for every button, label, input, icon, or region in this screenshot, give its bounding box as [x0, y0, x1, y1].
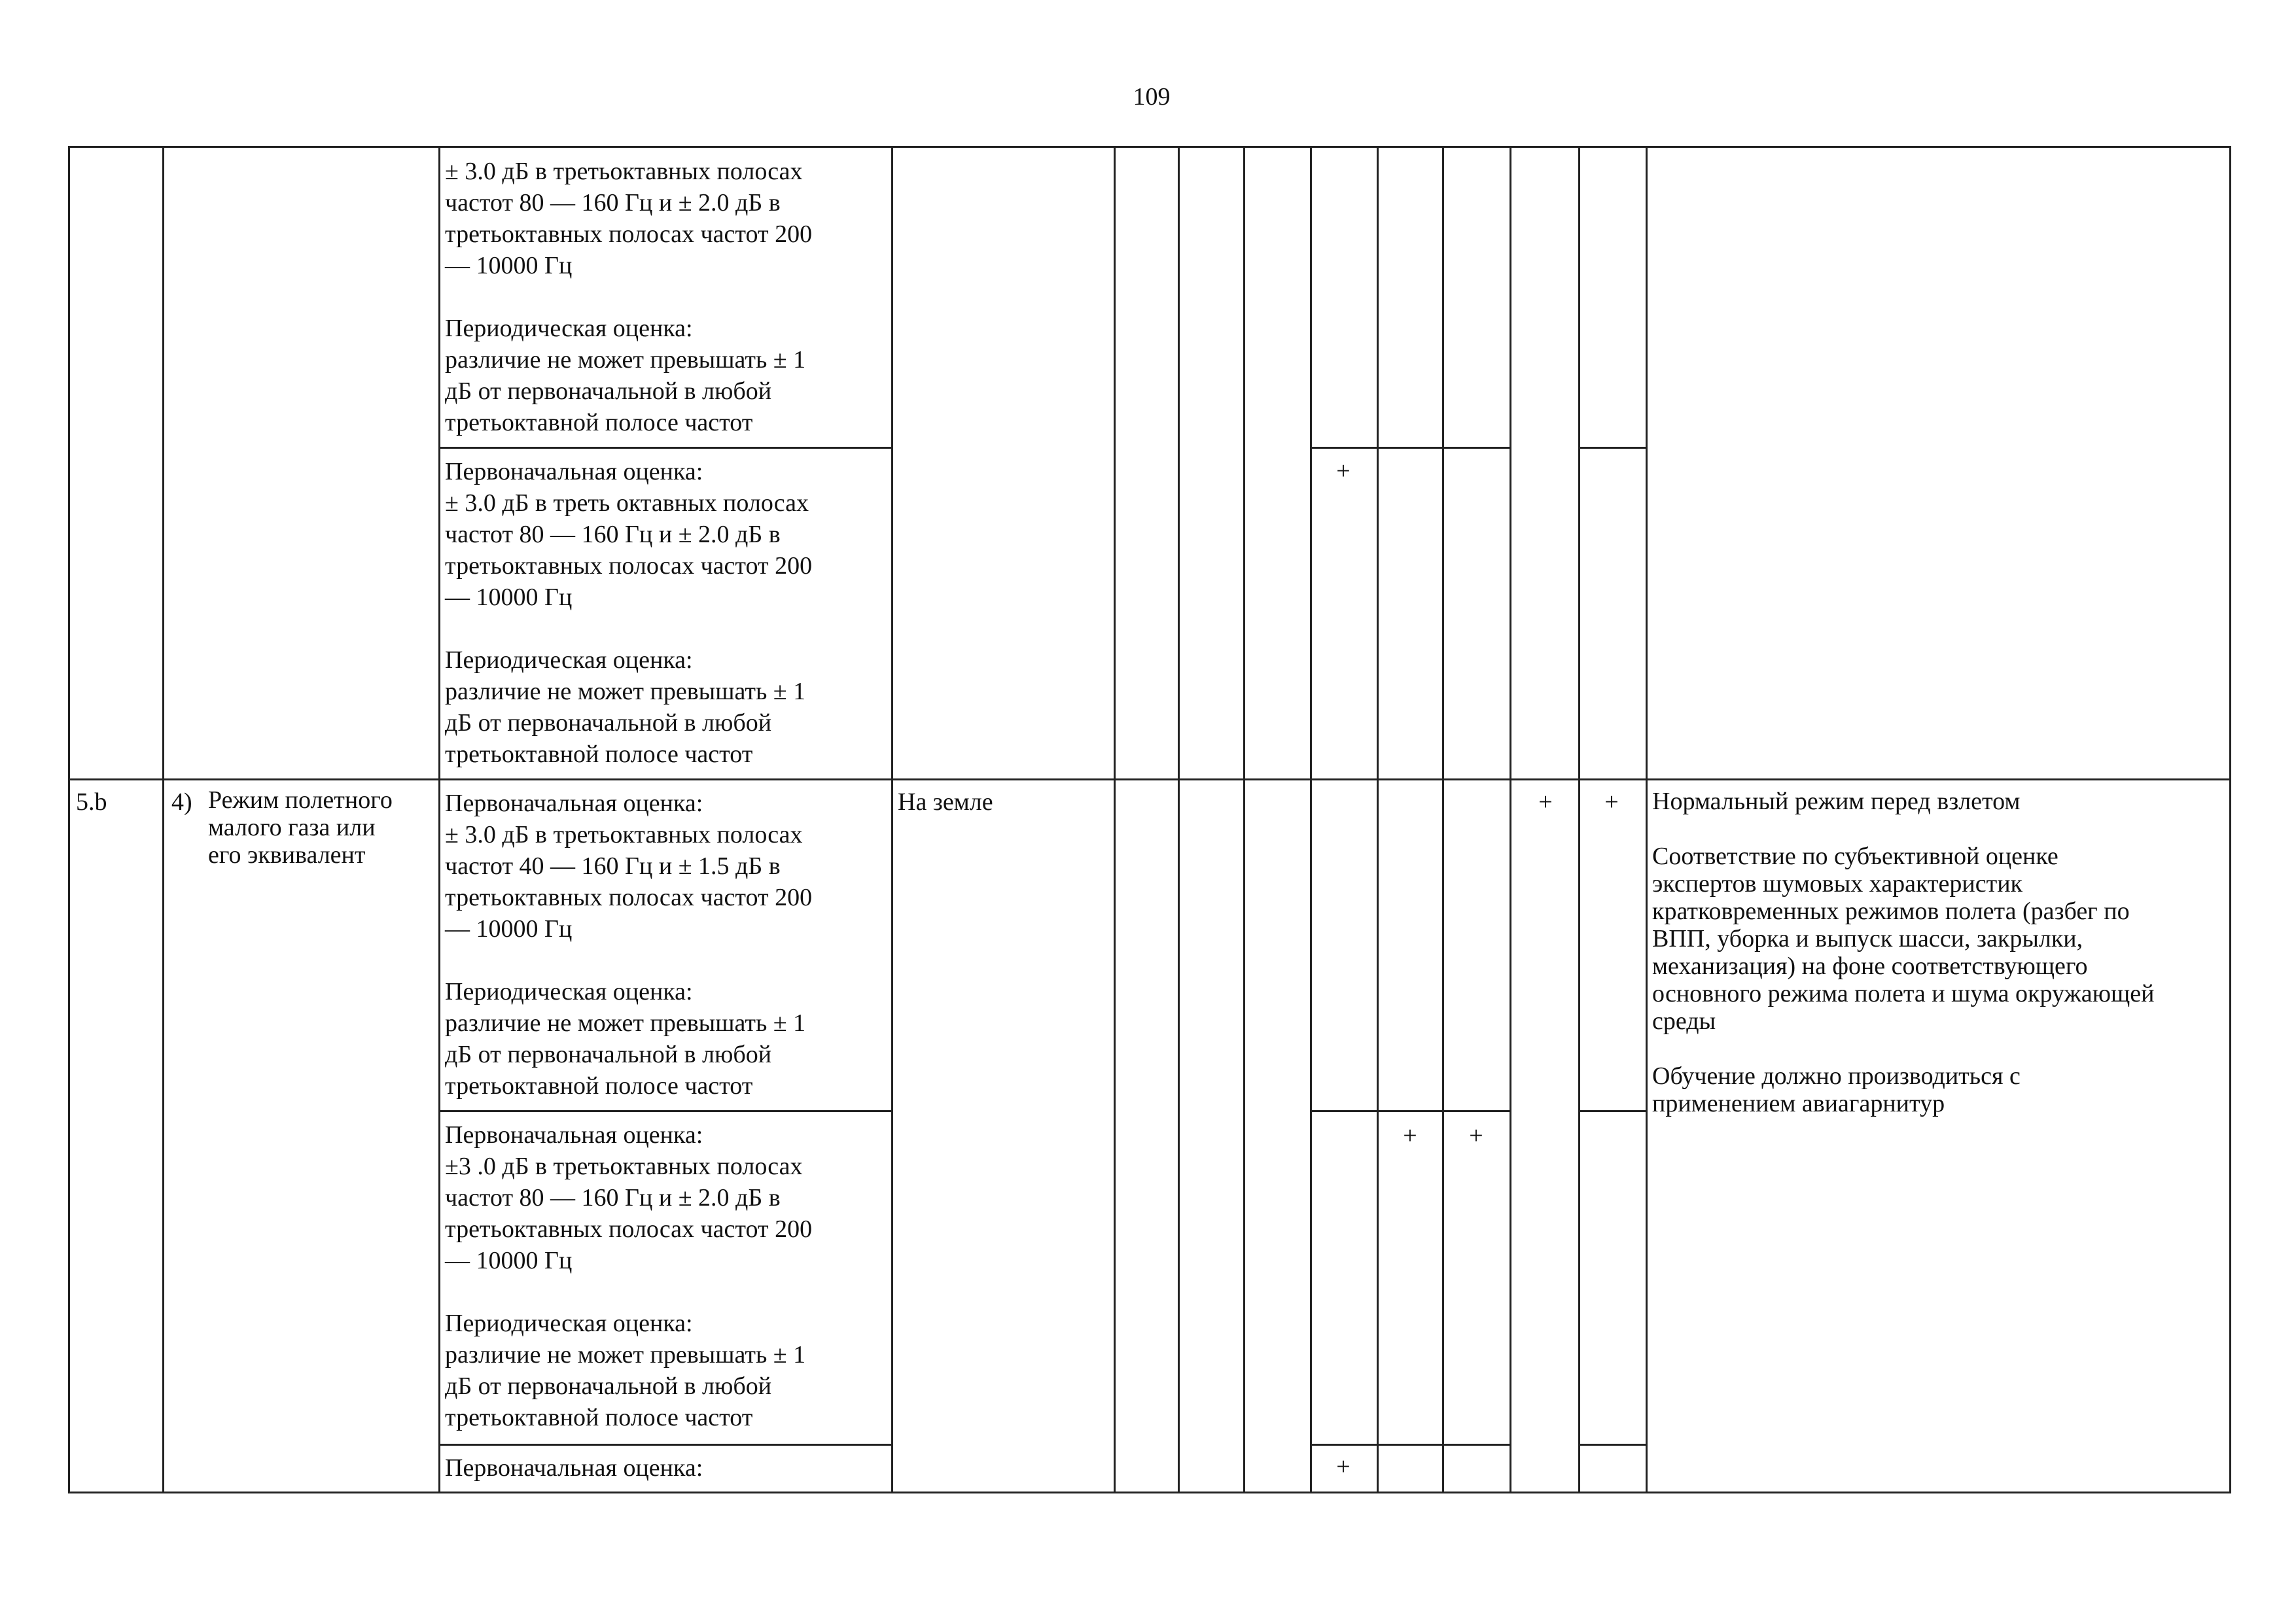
- column-divider: [1646, 146, 1648, 1493]
- criteria-cell: Первоначальная оценка: ±3 .0 дБ в третьоктавных полосах частот 80 — 160 Гц и ± 2.0 дБ в третьоктавных полосах частот 200 — 10000 Гц Периодическая оценка: различие не может превышать ± 1 дБ от первоначальной в любой третьоктавной полосе частот: [445, 1121, 813, 1431]
- column-divider: [2229, 146, 2231, 1493]
- column-divider: [438, 146, 440, 1493]
- column-divider: [1442, 146, 1444, 1493]
- column-divider: [891, 146, 893, 1493]
- column-divider: [1510, 146, 1511, 1493]
- criteria-cell: Первоначальная оценка: ± 3.0 дБ в третьоктавных полосах частот 40 — 160 Гц и ± 1.5 дБ в третьоктавных полосах частот 200 — 10000 Гц Периодическая оценка: различие не может превышать ± 1 дБ от первоначальной в любой третьоктавной полосе частот: [445, 790, 813, 1100]
- row-divider: [438, 1110, 893, 1112]
- row-divider: [1310, 1444, 1511, 1446]
- column-divider: [1114, 146, 1116, 1493]
- remarks-cell: Нормальный режим перед взлетом Соответствие по субъективной оценке экспертов шумовых характеристик кратковременных режимов полета (разбег по ВПП, уборка и выпуск шасси, закрылки, механизация) на фоне соответствующего основного режима полета и шума окружающей среды Обучение должно производиться с применением авиагарнитур: [1652, 788, 2155, 1117]
- page-number: 109: [1133, 83, 1171, 111]
- plus-mark: +: [1469, 1122, 1483, 1149]
- plus-mark: +: [1604, 788, 1619, 816]
- table-top-border: [68, 146, 2231, 148]
- row-divider: [438, 1444, 893, 1446]
- plus-mark: +: [1336, 457, 1351, 485]
- criteria-cell: Первоначальная оценка:: [445, 1454, 703, 1482]
- column-divider: [1243, 146, 1245, 1493]
- item-name: Режим полетного малого газа или его эквивалент: [208, 786, 393, 869]
- plus-mark: +: [1336, 1453, 1351, 1480]
- criteria-cell: Первоначальная оценка: ± 3.0 дБ в треть октавных полосах частот 80 — 160 Гц и ± 2.0 дБ в третьоктавных полосах частот 200 — 10000 Гц Периодическая оценка: различие не может превышать ± 1 дБ от первоначальной в любой третьоктавной полосе частот: [445, 458, 813, 768]
- plus-mark: +: [1403, 1122, 1417, 1149]
- row-divider: [68, 778, 2231, 780]
- item-number: 4): [171, 788, 192, 816]
- table-bottom-border: [68, 1492, 2231, 1493]
- row-divider: [1310, 447, 1511, 449]
- column-divider: [68, 146, 70, 1493]
- row-number: 5.b: [76, 788, 107, 816]
- row-divider: [1310, 1110, 1511, 1112]
- row-divider: [1578, 1444, 1648, 1446]
- column-divider: [1578, 146, 1580, 1493]
- row-divider: [1578, 447, 1648, 449]
- row-divider: [1578, 1110, 1648, 1112]
- row-divider: [438, 447, 893, 449]
- column-divider: [1377, 146, 1379, 1493]
- column-divider: [162, 146, 164, 1493]
- condition-cell: На земле: [898, 788, 993, 816]
- column-divider: [1178, 146, 1180, 1493]
- criteria-cell: ± 3.0 дБ в третьоктавных полосах частот 80 — 160 Гц и ± 2.0 дБ в третьоктавных полосах частот 200 — 10000 Гц Периодическая оценка: различие не может превышать ± 1 дБ от первоначальной в любой третьоктавной полосе частот: [445, 158, 813, 436]
- plus-mark: +: [1538, 788, 1553, 816]
- column-divider: [1310, 146, 1312, 1493]
